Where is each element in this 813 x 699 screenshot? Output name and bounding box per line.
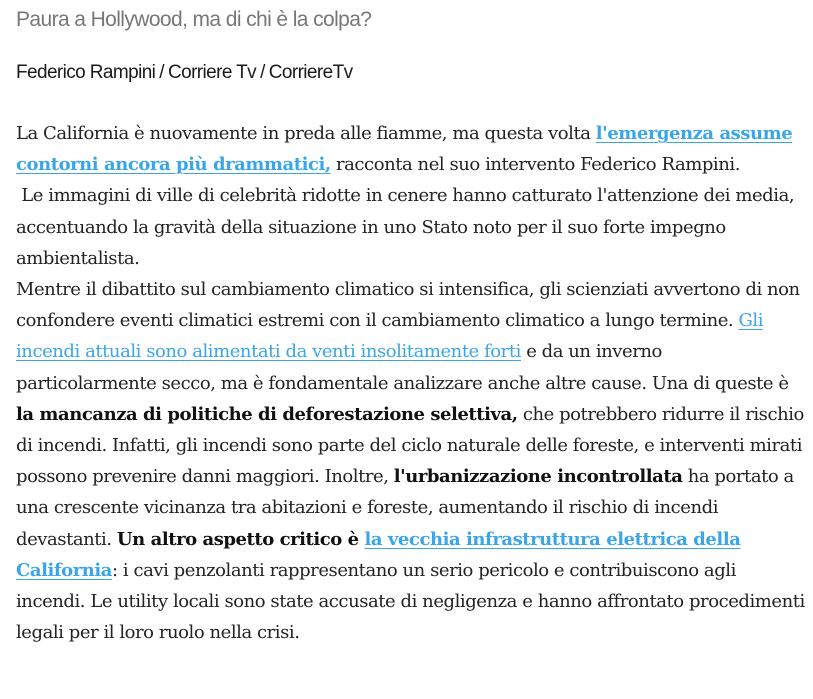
byline-separator: / bbox=[260, 62, 265, 83]
paragraph-text: Le immagini di ville di celebrità ridotte in cenere hanno catturato l'attenzione dei media, accentuando la gravità della situazione in uno Stato noto per il suo forte impegno ambientalista. bbox=[16, 185, 795, 269]
bold-urbanization: l'urbanizzazione incontrollata bbox=[393, 466, 683, 488]
source-name: CorriereTv bbox=[268, 62, 353, 83]
paragraph-text: Mentre il dibattito sul cambiamento climatico si intensifica, gli scienziati avvertono di non confondere eventi climatici estremi con il cambiamento climatico a lungo termine. bbox=[16, 279, 800, 332]
byline bbox=[16, 62, 352, 84]
video-title: Paura a Hollywood, ma di chi è la colpa? bbox=[16, 8, 372, 31]
bold-deforestation: la mancanza di politiche di deforestazione selettiva, bbox=[16, 403, 518, 425]
paragraph-text: che potrebbero ridurre il rischio di incendi. Infatti, gli incendi sono parte del ciclo naturale delle foreste, e interventi mirati possono prevenire danni maggiori. Inoltre, bbox=[16, 403, 804, 488]
winds-link[interactable]: Gli incendi attuali sono alimentati da venti insolitamente forti bbox=[16, 310, 764, 363]
paragraph-analysis bbox=[16, 274, 806, 648]
paragraph-media bbox=[16, 180, 806, 274]
paragraph-text: e da un inverno particolarmente secco, ma è fondamentale analizzare anche altre cause. Una di queste è bbox=[16, 341, 789, 394]
paragraph-intro bbox=[16, 118, 806, 180]
channel-name: Corriere Tv bbox=[167, 62, 257, 83]
paragraph-text: ha portato a una crescente vicinanza tra abitazioni e foreste, aumentando il rischio di incendi devastanti. bbox=[16, 466, 794, 550]
paragraph-text: : i cavi penzolanti rappresentano un serio pericolo e contribuiscono agli incendi. Le utility locali sono state accusate di negligenza e hanno affrontato procedimenti legali per il loro ruolo nella crisi. bbox=[16, 559, 805, 644]
byline-separator: / bbox=[159, 62, 164, 83]
paragraph-text: La California è nuovamente in preda alle fiamme, ma questa volta bbox=[16, 123, 596, 144]
article-body bbox=[16, 118, 806, 648]
author-name: Federico Rampini bbox=[16, 62, 156, 83]
paragraph-text: racconta nel suo intervento Federico Rampini. bbox=[330, 154, 740, 176]
emergency-link[interactable]: l'emergenza assume contorni ancora più drammatici, bbox=[16, 123, 793, 176]
bold-critical-aspect: Un altro aspetto critico è bbox=[116, 528, 365, 550]
infrastructure-link[interactable]: la vecchia infrastruttura elettrica della California bbox=[16, 528, 741, 581]
